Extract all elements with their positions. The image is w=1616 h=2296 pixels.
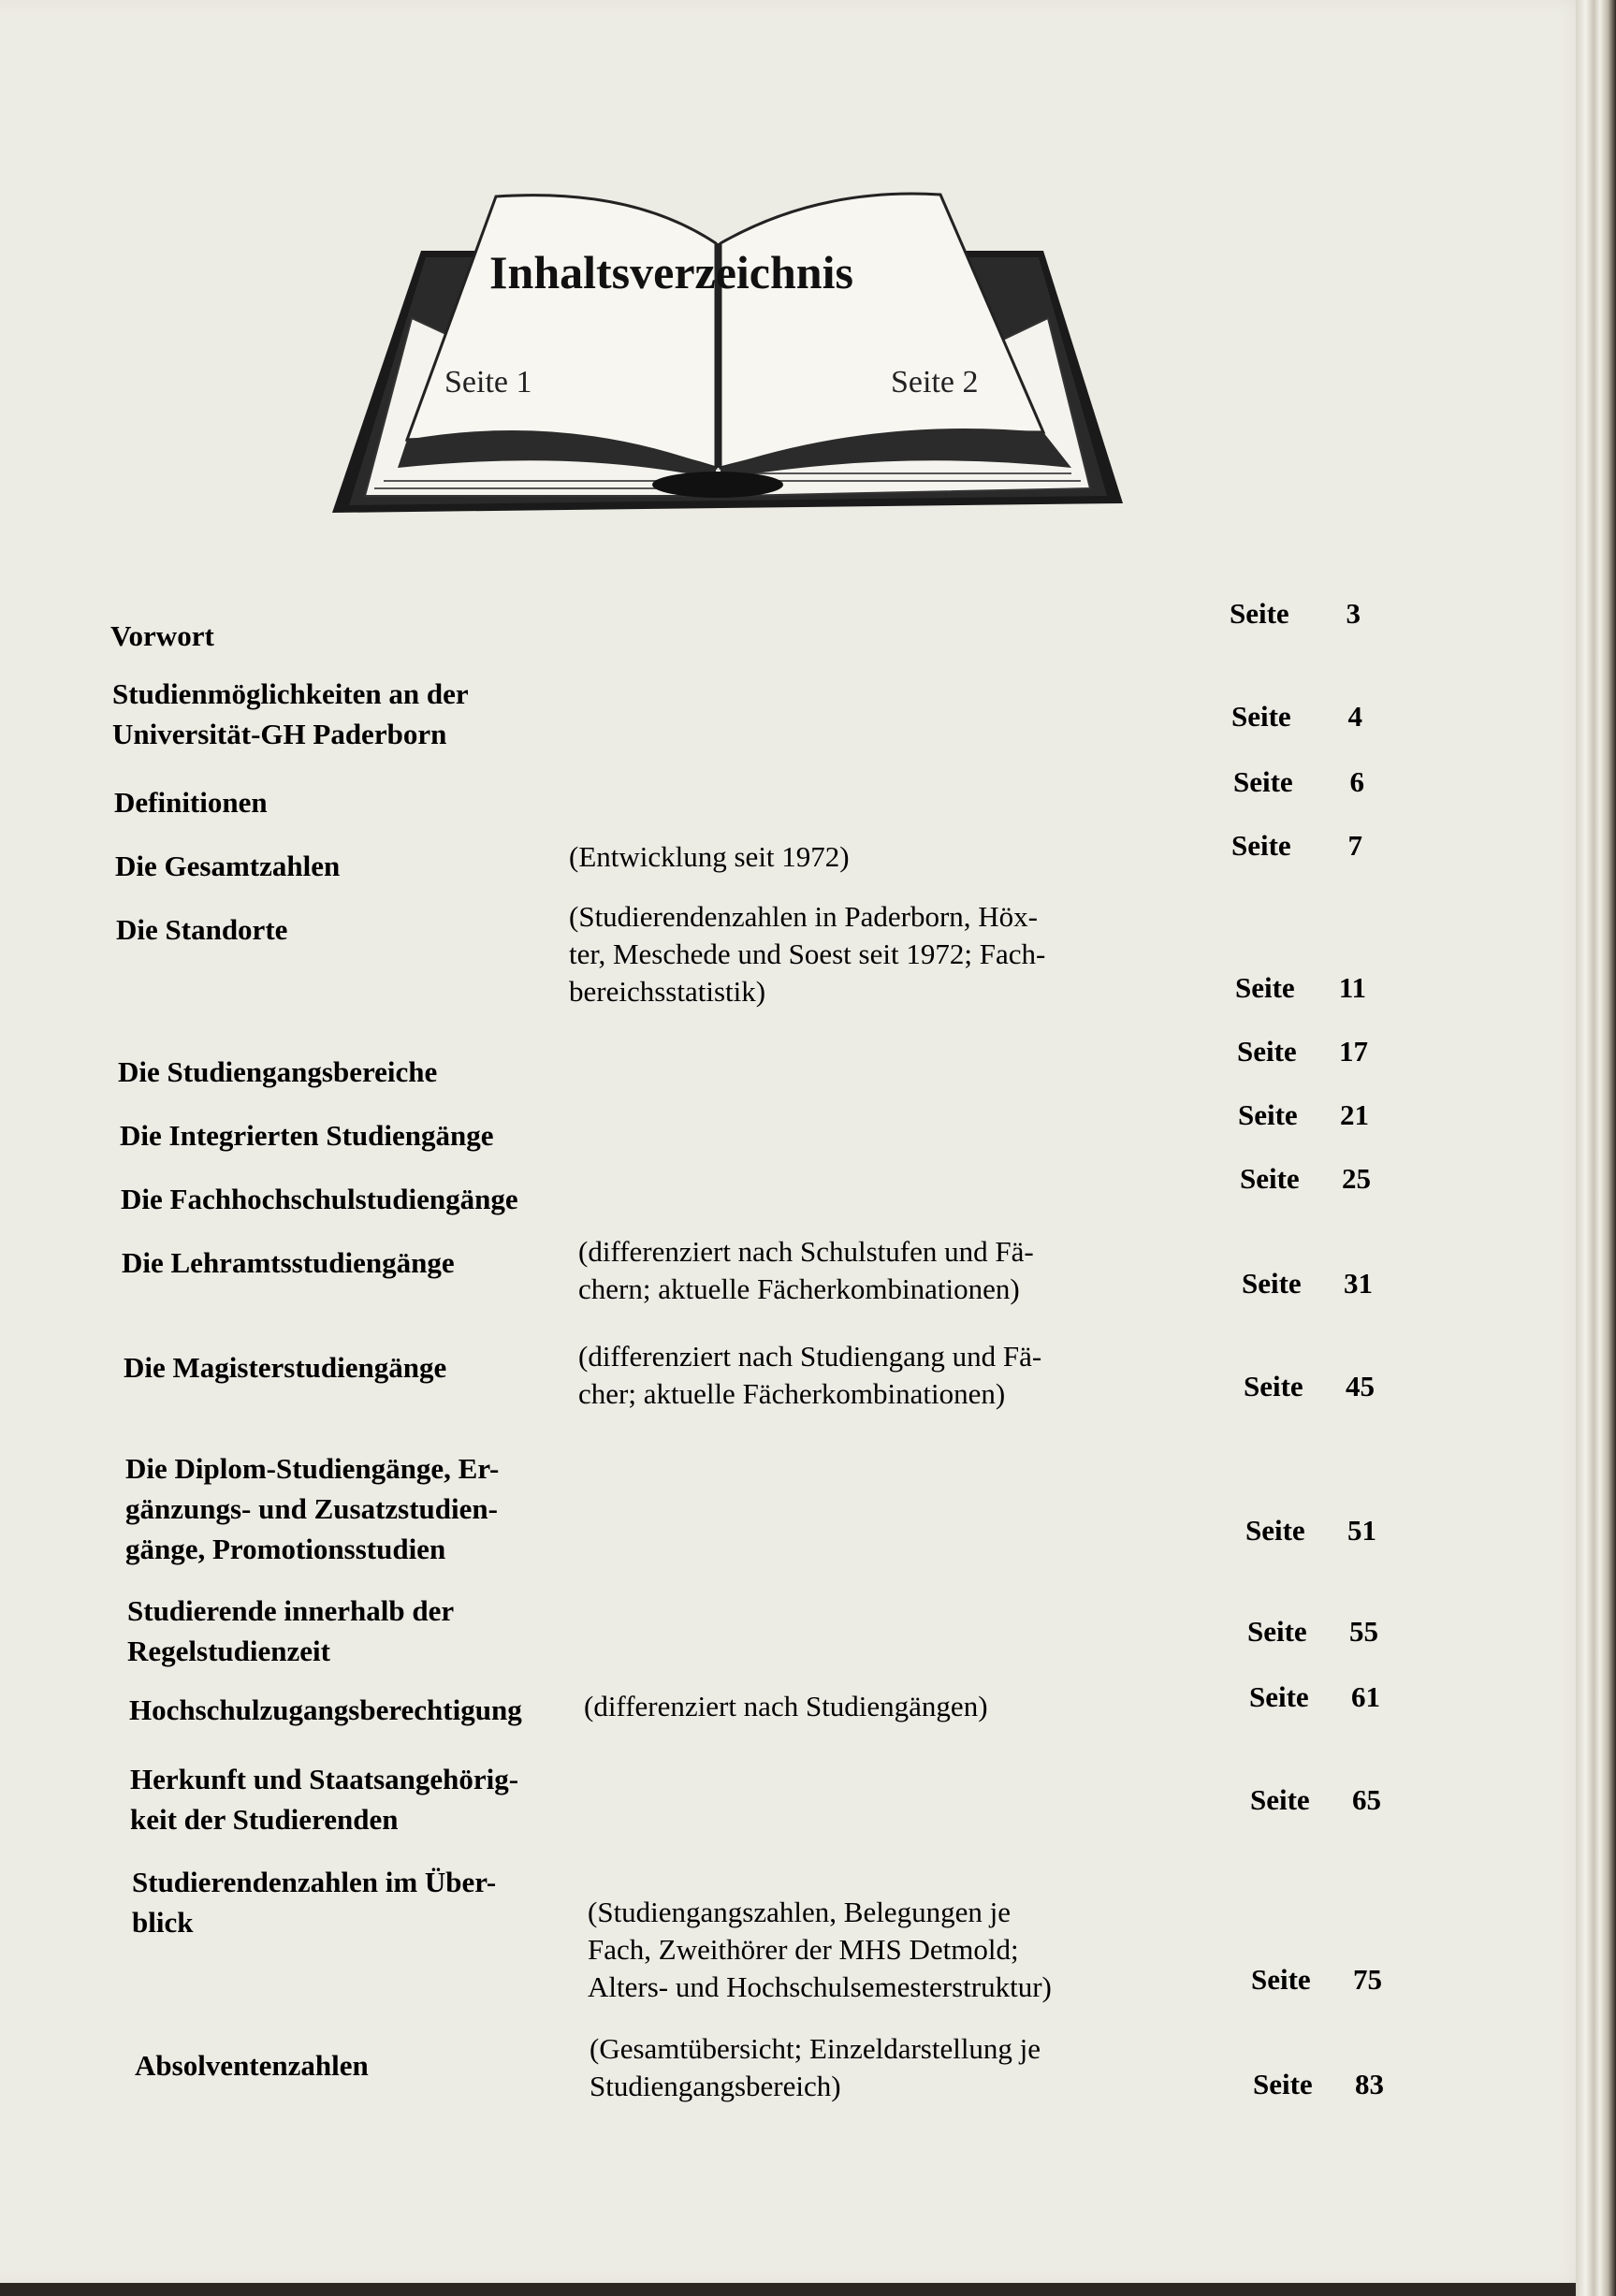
book-title: Inhaltsverzeichnis	[489, 246, 853, 298]
toc-description-line: ter, Meschede und Soest seit 1972; Fach-	[569, 937, 1046, 970]
page-word: Seite	[1237, 1035, 1297, 1068]
page-number: 61	[1351, 1680, 1380, 1713]
toc-title-line: Die Standorte	[116, 913, 288, 946]
toc-title-line: Hochschulzugangsberechtigung	[129, 1693, 522, 1726]
page-number: 6	[1349, 765, 1364, 798]
page-number: 75	[1353, 1963, 1382, 1996]
page-word: Seite	[1242, 1267, 1302, 1300]
toc-title-line: Die Diplom-Studiengänge, Er-	[125, 1452, 500, 1485]
toc-title-line: Vorwort	[110, 619, 214, 652]
page-number: 25	[1342, 1162, 1371, 1195]
page-word: Seite	[1253, 2068, 1313, 2100]
toc-entry-title	[130, 1759, 518, 1839]
toc-title-line: Definitionen	[114, 786, 268, 819]
toc-title-line: Regelstudienzeit	[127, 1635, 330, 1667]
toc-entry-description	[578, 1338, 1041, 1413]
toc-page-reference	[1238, 1098, 1369, 1132]
toc-page-reference	[1253, 2068, 1384, 2101]
toc-page-reference	[1233, 765, 1364, 799]
toc-entry-title	[129, 1690, 522, 1730]
page-word: Seite	[1245, 1514, 1305, 1547]
toc-title-line: blick	[132, 1906, 194, 1939]
toc-description-line: (Studiengangszahlen, Belegungen je	[588, 1896, 1011, 1928]
toc-page-reference	[1231, 700, 1362, 734]
toc-description-line: Alters- und Hochschulsemesterstruktur)	[588, 1970, 1052, 2003]
toc-entry-description	[569, 838, 850, 876]
toc-entry-description	[590, 2030, 1041, 2105]
toc-title-line: Die Lehramtsstudiengänge	[122, 1246, 455, 1279]
toc-page-reference	[1249, 1680, 1380, 1714]
toc-entry-title	[112, 674, 469, 754]
toc-title-line: Universität-GH Paderborn	[112, 718, 447, 750]
page-number: 4	[1347, 700, 1362, 733]
page-word: Seite	[1251, 1963, 1311, 1996]
toc-page-reference	[1242, 1267, 1373, 1301]
toc-entry-title	[114, 782, 268, 822]
toc-entry-description	[569, 898, 1045, 1010]
page-word: Seite	[1240, 1162, 1300, 1195]
toc-description-line: Studiengangsbereich)	[590, 2070, 841, 2102]
toc-entry-title	[116, 909, 287, 950]
toc-description-line: chern; aktuelle Fächerkombinationen)	[578, 1272, 1020, 1305]
toc-page-reference	[1230, 597, 1361, 631]
toc-page-reference	[1247, 1615, 1378, 1649]
page-word: Seite	[1233, 765, 1293, 798]
toc-page-reference	[1231, 829, 1362, 863]
page-number: 17	[1339, 1035, 1368, 1068]
page-number: 7	[1347, 829, 1362, 862]
toc-title-line: Die Studiengangsbereiche	[118, 1055, 438, 1088]
toc-title-line: Die Gesamtzahlen	[115, 850, 341, 882]
toc-entry-description	[588, 1894, 1052, 2006]
page-word: Seite	[1250, 1783, 1310, 1816]
toc-page-reference	[1250, 1783, 1381, 1817]
page-word: Seite	[1249, 1680, 1309, 1713]
toc-description-line: (Studierendenzahlen in Paderborn, Höx-	[569, 900, 1039, 933]
toc-title-line: Absolventenzahlen	[135, 2049, 369, 2082]
toc-page-reference	[1245, 1514, 1376, 1548]
open-book-icon	[332, 187, 1123, 519]
page-number: 31	[1344, 1267, 1373, 1300]
page-number: 51	[1347, 1514, 1376, 1547]
toc-entry-title	[110, 616, 214, 656]
page-number: 21	[1340, 1098, 1369, 1131]
page-word: Seite	[1238, 1098, 1298, 1131]
toc-entry-description	[584, 1688, 988, 1725]
toc-page-reference	[1244, 1370, 1375, 1403]
toc-title-line: gänzungs- und Zusatzstudien-	[125, 1492, 498, 1525]
toc-page-reference	[1235, 971, 1366, 1005]
page-word: Seite	[1231, 700, 1291, 733]
toc-title-line: keit der Studierenden	[130, 1803, 399, 1836]
toc-title-line: Studienmöglichkeiten an der	[112, 677, 469, 710]
page-number: 65	[1352, 1783, 1381, 1816]
toc-description-line: (differenziert nach Schulstufen und Fä-	[578, 1235, 1034, 1268]
toc-page-reference	[1237, 1035, 1368, 1068]
toc-page-reference	[1240, 1162, 1371, 1196]
toc-description-line: (Entwicklung seit 1972)	[569, 840, 850, 873]
toc-title-line: Herkunft und Staatsangehörig-	[130, 1763, 519, 1795]
toc-title-line: Die Fachhochschulstudiengänge	[121, 1183, 518, 1215]
page-number: 3	[1346, 597, 1361, 630]
left-page-label: Seite 1	[444, 365, 532, 400]
toc-entry-title	[127, 1591, 454, 1671]
page-number: 11	[1338, 971, 1366, 1004]
toc-entry-title	[132, 1862, 496, 1942]
page-number: 45	[1346, 1370, 1375, 1402]
toc-entry-description	[578, 1233, 1034, 1308]
toc-entry-title	[124, 1347, 446, 1388]
toc-entry-title	[122, 1242, 455, 1283]
toc-title-line: gänge, Promotionsstudien	[125, 1533, 446, 1565]
page-word: Seite	[1247, 1615, 1307, 1648]
page-word: Seite	[1244, 1370, 1303, 1402]
page-number: 55	[1349, 1615, 1378, 1648]
toc-description-line: (Gesamtübersicht; Einzeldarstellung je	[590, 2032, 1041, 2065]
toc-description-line: (differenziert nach Studiengängen)	[584, 1690, 988, 1722]
toc-entry-title	[121, 1179, 518, 1219]
toc-description-line: Fach, Zweithörer der MHS Detmold;	[588, 1933, 1019, 1966]
right-page-label: Seite 2	[891, 365, 979, 400]
page-word: Seite	[1231, 829, 1291, 862]
toc-entry-title	[118, 1052, 437, 1092]
page-edge	[1576, 0, 1616, 2296]
toc-description-line: bereichsstatistik)	[569, 975, 766, 1008]
toc-page-reference	[1251, 1963, 1382, 1997]
toc-title-line: Die Magisterstudiengänge	[124, 1351, 447, 1384]
toc-title-line: Studierendenzahlen im Über-	[132, 1866, 497, 1898]
toc-entry-title	[135, 2045, 369, 2085]
toc-entry-title	[120, 1115, 494, 1155]
toc-title-line: Studierende innerhalb der	[127, 1594, 455, 1627]
page-word: Seite	[1230, 597, 1289, 630]
page-word: Seite	[1235, 971, 1295, 1004]
toc-entry-title	[115, 846, 340, 886]
toc-description-line: cher; aktuelle Fächerkombinationen)	[578, 1377, 1006, 1410]
page-number: 83	[1355, 2068, 1384, 2100]
toc-entry-title	[125, 1448, 499, 1569]
toc-title-line: Die Integrierten Studiengänge	[120, 1119, 494, 1152]
toc-description-line: (differenziert nach Studiengang und Fä-	[578, 1340, 1042, 1373]
